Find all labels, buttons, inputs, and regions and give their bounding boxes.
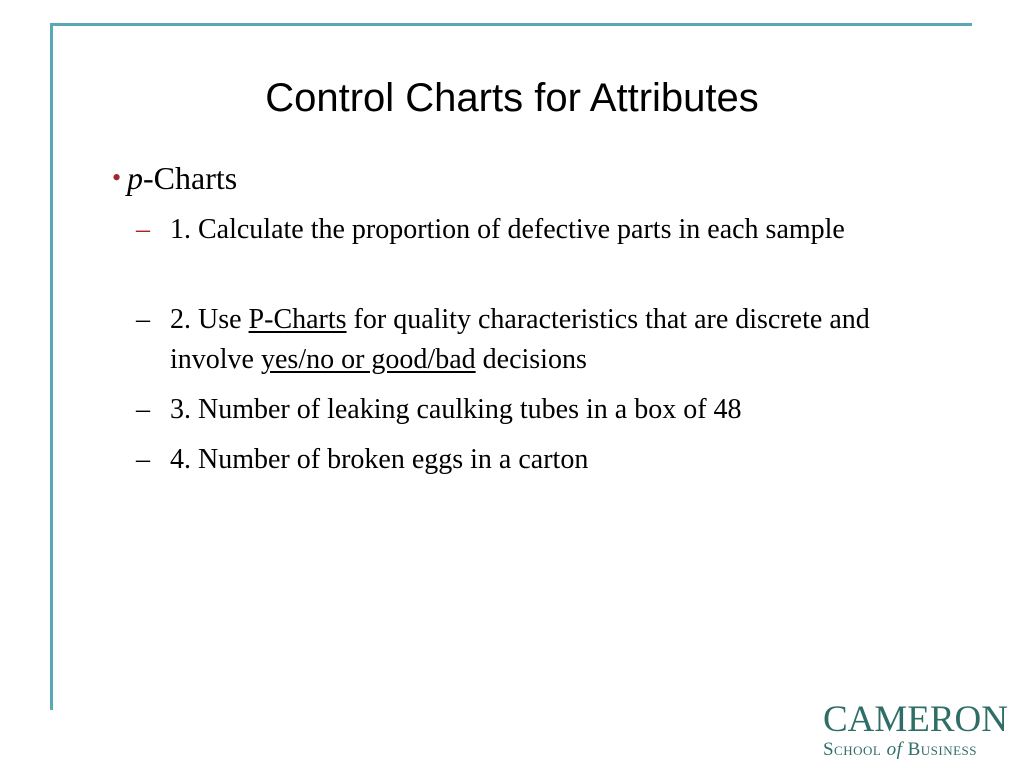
logo-school-of: of bbox=[886, 739, 903, 760]
logo-school-prefix: School bbox=[822, 739, 887, 760]
frame-top-line bbox=[52, 23, 972, 26]
sub-item-text-after: decisions bbox=[475, 344, 587, 375]
bullet-p-charts bbox=[112, 158, 237, 198]
sub-item-text-mid: for quality characteristics that are discrete and involve bbox=[170, 304, 870, 375]
logo-school-suffix: Business bbox=[902, 739, 978, 760]
bullet-italic-p: p bbox=[127, 160, 143, 196]
bullet-marker: • bbox=[112, 163, 122, 192]
sub-item-dash: – bbox=[136, 214, 150, 245]
cameron-logo bbox=[822, 699, 1008, 762]
sub-item-text: 4. Number of broken eggs in a carton bbox=[170, 444, 589, 475]
sub-item-dash: – bbox=[136, 444, 150, 475]
sub-item-dash: – bbox=[136, 394, 150, 425]
sub-item-2 bbox=[136, 300, 896, 380]
sub-item-dash: – bbox=[136, 304, 150, 335]
sub-item-1 bbox=[136, 210, 896, 250]
p-charts-link[interactable]: P-Charts bbox=[248, 304, 347, 335]
sub-item-3 bbox=[136, 390, 896, 430]
logo-school bbox=[823, 738, 1008, 762]
logo-name: CAMERON bbox=[822, 699, 1008, 740]
sub-item-text: 3. Number of leaking caulking tubes in a box of 48 bbox=[170, 394, 742, 425]
bullet-charts-text: -Charts bbox=[143, 160, 238, 196]
sub-item-4 bbox=[136, 440, 896, 480]
sub-item-text bbox=[170, 300, 896, 380]
yes-no-good-bad-link[interactable]: yes/no or good/bad bbox=[261, 344, 476, 375]
sub-item-text: 1. Calculate the proportion of defective parts in each sample bbox=[170, 214, 845, 245]
frame-left-line bbox=[50, 23, 53, 710]
sub-item-text-before: 2. Use bbox=[170, 304, 249, 335]
slide-title: Control Charts for Attributes bbox=[265, 76, 759, 120]
